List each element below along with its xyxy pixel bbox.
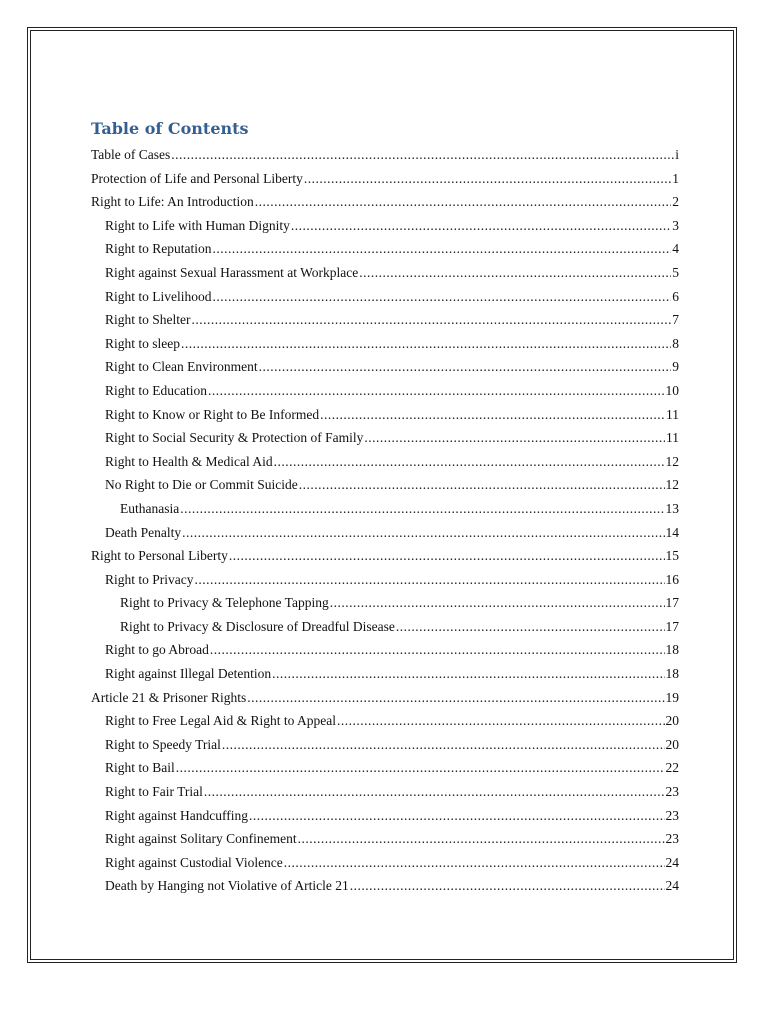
toc-entry-page: 23 <box>665 807 679 823</box>
toc-entry[interactable] <box>91 709 679 733</box>
toc-entry-page: 14 <box>665 524 679 540</box>
toc-entry[interactable] <box>91 214 679 238</box>
toc-entry-title: Right to Bail <box>105 760 175 776</box>
toc-entry-title: Table of Cases <box>91 147 171 162</box>
toc-dot-leader <box>222 733 665 757</box>
toc-entry-page: 22 <box>665 760 679 776</box>
toc-entry-title: Right to Livelihood <box>105 288 212 304</box>
toc-entry-page: 5 <box>672 264 679 280</box>
toc-entry[interactable] <box>91 497 679 521</box>
toc-entry[interactable] <box>91 615 679 639</box>
toc-dot-leader <box>350 874 665 898</box>
toc-dot-leader <box>229 544 665 568</box>
toc-entry-title: Right to Speedy Trial <box>105 736 221 752</box>
toc-entry-title: Right to Personal Liberty <box>91 548 228 564</box>
toc-entry[interactable] <box>91 332 679 356</box>
toc-entry-page: 15 <box>665 548 679 564</box>
toc-entry[interactable] <box>91 143 679 167</box>
toc-entry[interactable] <box>91 568 679 592</box>
toc-dot-leader <box>274 450 665 474</box>
toc-entry-title: Right to go Abroad <box>105 642 209 658</box>
toc-list <box>91 143 679 898</box>
toc-entry-title: Death by Hanging not Violative of Article 21 <box>105 878 349 894</box>
toc-entry-page: 20 <box>665 713 679 729</box>
toc-entry[interactable] <box>91 261 679 285</box>
toc-entry[interactable] <box>91 426 679 450</box>
toc-entry-title: Right against Illegal Detention <box>105 666 272 682</box>
toc-dot-leader <box>304 167 671 191</box>
toc-entry-page: 23 <box>665 831 679 847</box>
toc-entry-title: Right to Shelter <box>105 312 191 328</box>
toc-entry-title: Right to Privacy & Disclosure of Dreadful Disease <box>120 618 395 634</box>
toc-entry[interactable] <box>91 237 679 261</box>
toc-dot-leader <box>259 355 672 379</box>
toc-entry-title: Right against Handcuffing <box>105 807 248 823</box>
toc-heading: Table of Contents <box>91 119 249 138</box>
toc-dot-leader <box>195 568 665 592</box>
toc-entry-title: Protection of Life and Personal Liberty <box>91 170 303 186</box>
toc-entry-title: Euthanasia <box>120 500 180 516</box>
toc-entry-page: 23 <box>665 784 679 800</box>
toc-entry-page: 7 <box>672 312 679 328</box>
toc-entry-page: 8 <box>672 335 679 351</box>
toc-dot-leader <box>299 473 665 497</box>
toc-entry[interactable] <box>91 403 679 427</box>
toc-entry-page: 16 <box>665 571 679 587</box>
toc-entry-page: 17 <box>665 595 679 611</box>
toc-entry-title: Right against Custodial Violence <box>105 854 283 870</box>
toc-dot-leader <box>213 237 672 261</box>
toc-entry[interactable] <box>91 450 679 474</box>
toc-entry-page: 12 <box>665 477 679 493</box>
toc-entry-title: Right to Clean Environment <box>105 359 258 375</box>
toc-entry[interactable] <box>91 780 679 804</box>
toc-entry-title: Right to Life with Human Dignity <box>105 217 290 233</box>
toc-dot-leader <box>247 686 664 710</box>
toc-dot-leader <box>204 780 665 804</box>
toc-dot-leader <box>176 756 665 780</box>
toc-dot-leader <box>255 190 672 214</box>
toc-entry-title: Right to Life: An Introduction <box>91 194 254 210</box>
toc-entry[interactable] <box>91 686 679 710</box>
toc-entry[interactable] <box>91 591 679 615</box>
toc-entry-page: 24 <box>665 878 679 894</box>
toc-entry-page: 18 <box>665 642 679 658</box>
toc-entry[interactable] <box>91 379 679 403</box>
toc-dot-leader <box>298 827 665 851</box>
toc-entry[interactable] <box>91 285 679 309</box>
toc-entry[interactable] <box>91 355 679 379</box>
toc-dot-leader <box>272 662 664 686</box>
toc-dot-leader <box>249 804 665 828</box>
toc-dot-leader <box>364 426 665 450</box>
toc-dot-leader <box>291 214 671 238</box>
toc-entry-page: 20 <box>665 736 679 752</box>
toc-dot-leader <box>213 285 672 309</box>
toc-entry-page: 13 <box>665 500 679 516</box>
toc-entry-page: 12 <box>665 453 679 469</box>
toc-entry-page: 3 <box>672 217 679 233</box>
toc-dot-leader <box>182 521 664 545</box>
toc-entry-title: Right against Sexual Harassment at Workplace <box>105 264 359 280</box>
toc-entry[interactable] <box>91 544 679 568</box>
toc-entry[interactable] <box>91 473 679 497</box>
toc-dot-leader <box>208 379 665 403</box>
toc-entry-page: 19 <box>665 689 679 705</box>
toc-entry[interactable] <box>91 804 679 828</box>
toc-entry-page: 1 <box>672 170 679 186</box>
toc-dot-leader <box>320 403 665 427</box>
toc-entry-title: Right to Health & Medical Aid <box>105 453 273 469</box>
toc-entry-page: 9 <box>672 359 679 375</box>
toc-entry[interactable] <box>91 756 679 780</box>
toc-dot-leader <box>180 497 664 521</box>
toc-entry-page: 11 <box>666 406 679 422</box>
toc-dot-leader <box>330 591 665 615</box>
toc-dot-leader <box>359 261 671 285</box>
toc-entry[interactable] <box>91 874 679 898</box>
toc-entry-title: Right against Solitary Confinement <box>105 831 297 847</box>
toc-entry-page: 17 <box>665 618 679 634</box>
toc-entry-title: Right to Social Security & Protection of Family <box>105 430 364 446</box>
toc-entry[interactable] <box>91 851 679 875</box>
toc-entry-page: 4 <box>672 241 679 257</box>
toc-entry[interactable] <box>91 638 679 662</box>
toc-entry-page: i <box>675 147 679 162</box>
toc-entry-page: 24 <box>665 854 679 870</box>
toc-dot-leader <box>192 308 672 332</box>
toc-dot-leader <box>181 332 671 356</box>
toc-entry-page: 18 <box>665 666 679 682</box>
toc-entry-title: Right to Education <box>105 382 207 398</box>
toc-entry[interactable] <box>91 308 679 332</box>
toc-dot-leader <box>171 143 674 167</box>
toc-entry-title: Right to Privacy & Telephone Tapping <box>120 595 329 611</box>
toc-entry-title: Right to sleep <box>105 335 180 351</box>
toc-entry-title: Death Penalty <box>105 524 182 540</box>
toc-entry-title: Right to Free Legal Aid & Right to Appeal <box>105 713 336 729</box>
toc-entry-title: Right to Privacy <box>105 571 194 587</box>
toc-entry-title: Article 21 & Prisoner Rights <box>91 689 247 705</box>
toc-entry[interactable] <box>91 662 679 686</box>
toc-dot-leader <box>210 638 665 662</box>
toc-dot-leader <box>337 709 665 733</box>
toc-entry[interactable] <box>91 733 679 757</box>
toc-entry-title: Right to Fair Trial <box>105 784 203 800</box>
toc-entry-title: Right to Reputation <box>105 241 212 257</box>
toc-entry[interactable] <box>91 521 679 545</box>
toc-entry-page: 6 <box>672 288 679 304</box>
toc-dot-leader <box>284 851 665 875</box>
toc-entry-title: No Right to Die or Commit Suicide <box>105 477 298 493</box>
toc-entry-page: 2 <box>672 194 679 210</box>
toc-entry-title: Right to Know or Right to Be Informed <box>105 406 320 422</box>
toc-entry[interactable] <box>91 167 679 191</box>
toc-entry[interactable] <box>91 190 679 214</box>
toc-entry-page: 11 <box>666 430 679 446</box>
toc-dot-leader <box>396 615 665 639</box>
toc-entry[interactable] <box>91 827 679 851</box>
toc-entry-page: 10 <box>665 382 679 398</box>
